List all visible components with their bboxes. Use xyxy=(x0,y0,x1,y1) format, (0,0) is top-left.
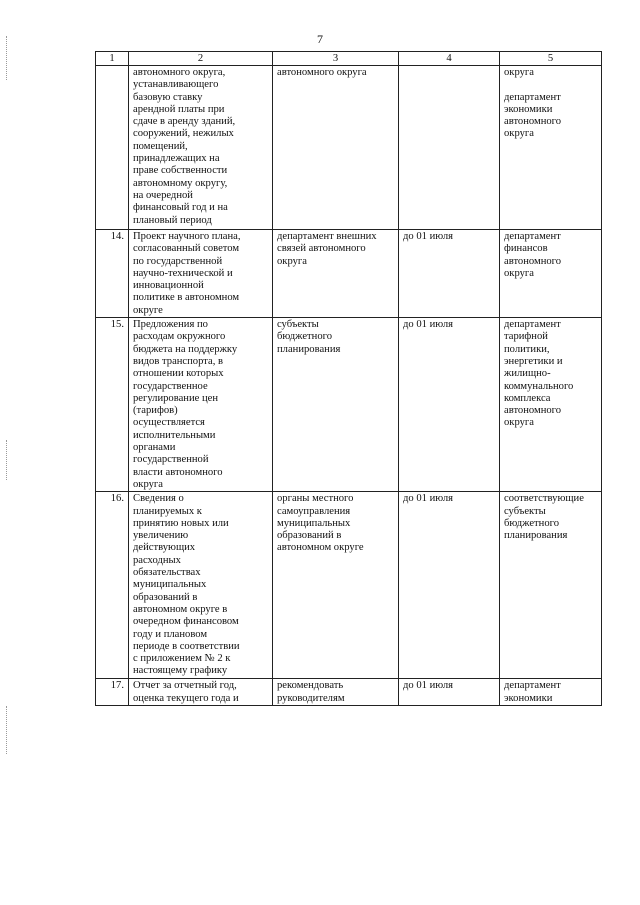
row-responsible-text: органы местного самоуправления муниципальных образований в автономном округе xyxy=(277,493,364,554)
row-responsible xyxy=(273,679,399,706)
row-recipient xyxy=(500,66,602,230)
row-responsible-text: департамент внешних связей автономного округа xyxy=(277,231,377,267)
row-document-text: Проект научного плана, согласованный советом по государственной научно-технической и инновационной политике в автономном округе xyxy=(133,231,241,316)
row-document-text: Сведения о планируемых к принятию новых или увеличению действующих расходных обязательствах муниципальных образований в автономном округе в очередном финансовом году и плановом периоде в соответствии с приложением № 2 к настоящему графику xyxy=(133,493,240,677)
row-responsible-text: субъекты бюджетного планирования xyxy=(277,319,341,355)
row-document-text: Предложения по расходам окружного бюджета на поддержку видов транспорта, в отношении которых государственное регулирование цен (тарифов) осуществляется исполнительными органами государственной власти автономного округа xyxy=(133,319,238,490)
row-deadline-text: до 01 июля xyxy=(403,231,454,242)
row-document xyxy=(129,230,273,318)
row-recipient xyxy=(500,230,602,318)
column-header-recipient: 5 xyxy=(500,52,602,66)
row-responsible-text: автономного округа xyxy=(277,67,367,78)
table-header-row xyxy=(96,52,602,66)
row-number: 16. xyxy=(96,492,129,679)
row-deadline xyxy=(399,679,500,706)
row-recipient xyxy=(500,492,602,679)
column-header-number: 1 xyxy=(96,52,129,66)
page-number: 7 xyxy=(317,32,323,46)
row-document xyxy=(129,318,273,492)
row-responsible xyxy=(273,230,399,318)
row-number: 17. xyxy=(96,679,129,706)
scan-edge-mark-top xyxy=(6,36,10,80)
column-header-document: 2 xyxy=(129,52,273,66)
table-row xyxy=(96,318,602,492)
row-number: 14. xyxy=(96,230,129,318)
row-number xyxy=(96,66,129,230)
schedule-table xyxy=(95,51,602,706)
row-deadline xyxy=(399,230,500,318)
row-recipient-text: соответствующие субъекты бюджетного планирования xyxy=(504,493,584,542)
row-deadline-text: до 01 июля xyxy=(403,319,454,331)
row-document xyxy=(129,679,273,706)
table-row xyxy=(96,66,602,230)
scan-edge-mark-bottom xyxy=(6,706,10,754)
row-recipient-text: департамент экономики xyxy=(504,680,561,704)
row-deadline xyxy=(399,66,500,230)
row-responsible xyxy=(273,318,399,492)
row-recipient-text: департамент тарифной политики, энергетики и жилищно- коммунального комплекса автономного округа xyxy=(504,319,574,429)
row-recipient-text: департамент финансов автономного округа xyxy=(504,231,562,279)
row-recipient xyxy=(500,318,602,492)
row-recipient-text: округа департамент экономики автономного округа xyxy=(504,67,562,140)
row-deadline xyxy=(399,492,500,679)
column-header-deadline: 4 xyxy=(399,52,500,66)
table-row xyxy=(96,492,602,679)
row-document xyxy=(129,492,273,679)
row-responsible xyxy=(273,66,399,230)
table-row xyxy=(96,679,602,706)
row-recipient xyxy=(500,679,602,706)
row-deadline-text: до 01 июля xyxy=(403,493,454,505)
row-responsible-text: рекомендовать руководителям xyxy=(277,680,345,704)
row-deadline xyxy=(399,318,500,492)
row-responsible xyxy=(273,492,399,679)
column-header-responsible: 3 xyxy=(273,52,399,66)
scan-edge-mark-middle xyxy=(6,440,10,480)
row-number: 15. xyxy=(96,318,129,492)
table-row xyxy=(96,230,602,318)
row-document xyxy=(129,66,273,230)
row-deadline-text: до 01 июля xyxy=(403,680,454,692)
row-document-text: Отчет за отчетный год, оценка текущего года и xyxy=(133,680,239,704)
row-document-text: автономного округа, устанавливающего базовую ставку арендной платы при сдаче в аренду зданий, сооружений, нежилых помещений, принадлежащих на праве собственности автономному округу, на очередной финансовый год и на плановый период xyxy=(133,67,236,226)
